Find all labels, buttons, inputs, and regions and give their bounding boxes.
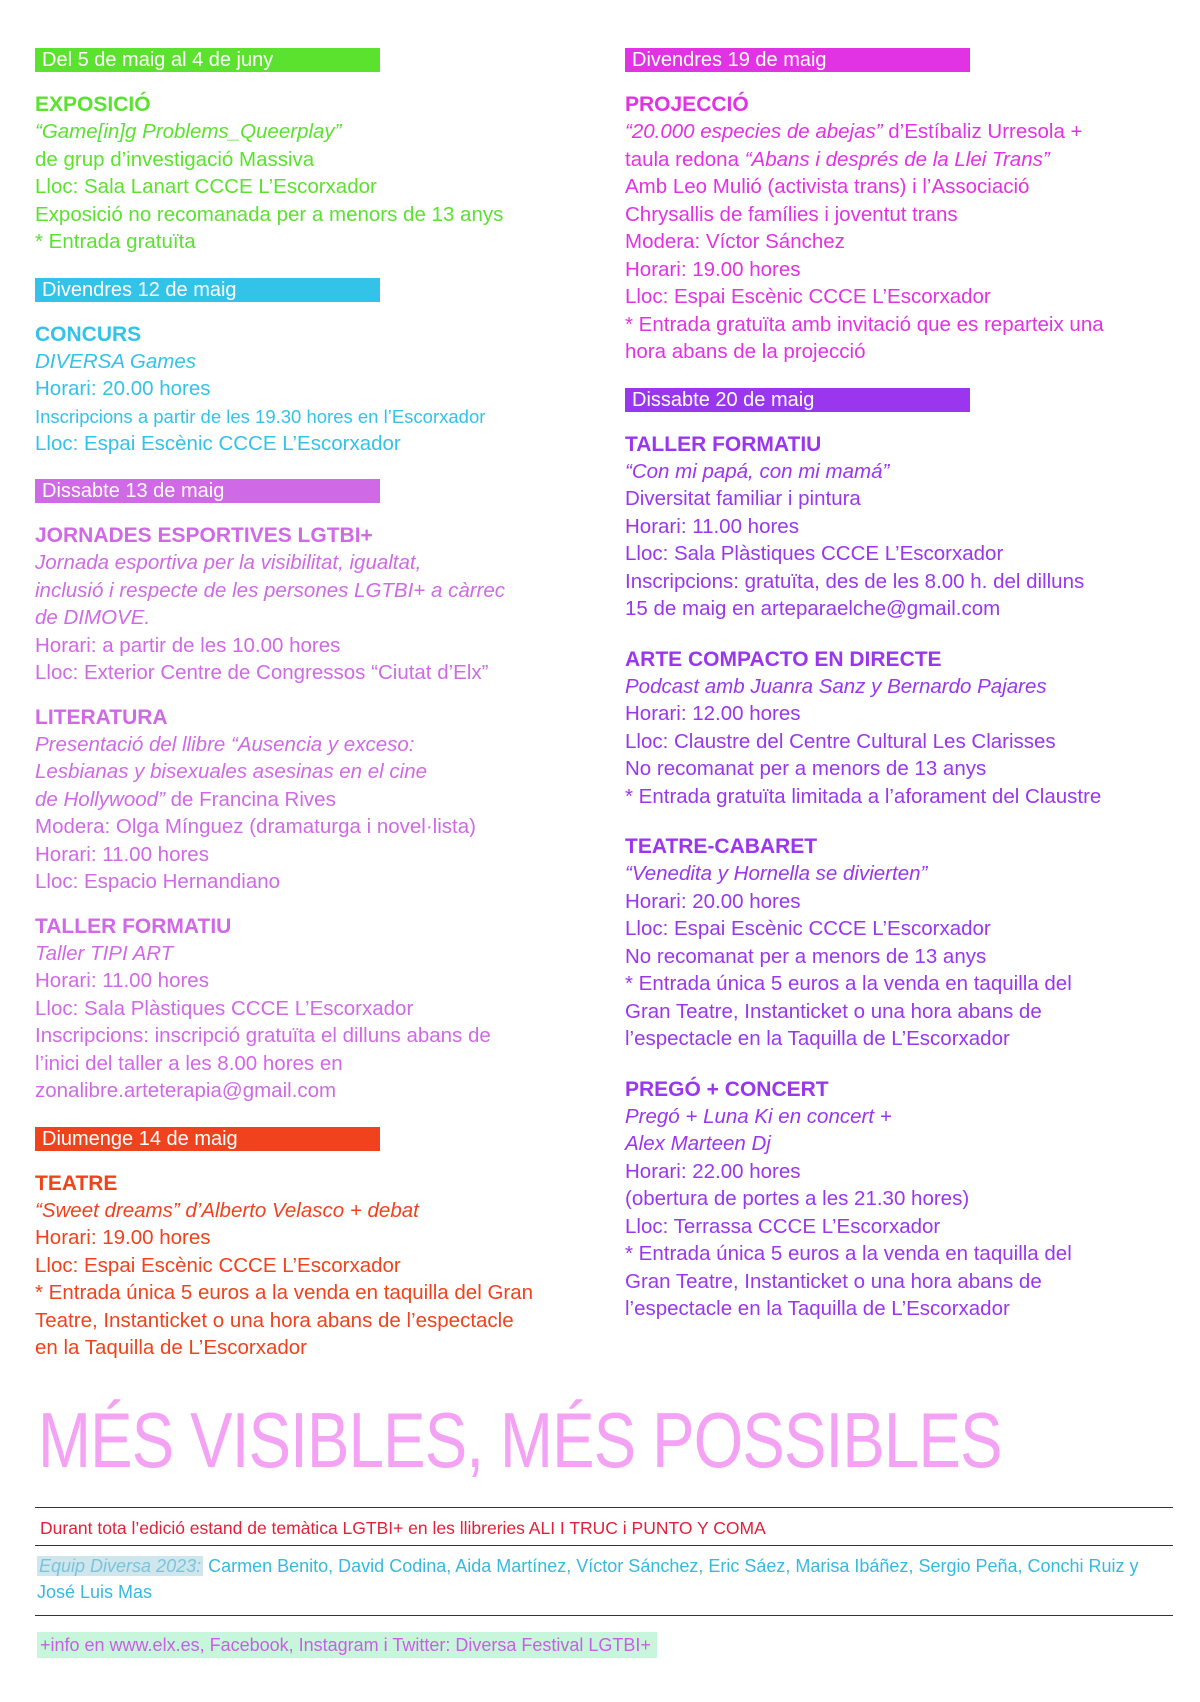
divider-line xyxy=(35,1615,1173,1616)
section-concurs xyxy=(35,278,585,458)
event-taller-familiar xyxy=(625,431,1180,623)
event-taller-tipi xyxy=(35,913,585,1105)
date-bar: Del 5 de maig al 4 de juny xyxy=(35,48,380,72)
event-subtitle xyxy=(625,146,1180,174)
event-time: Horari: a partir de les 10.00 hores xyxy=(35,633,341,657)
left-column xyxy=(35,48,585,1384)
event-note: * Entrada única 5 euros a la venda en taquilla del xyxy=(625,972,1072,995)
event-location: Lloc: Terrassa CCCE L’Escorxador xyxy=(625,1214,941,1238)
event-location: Lloc: Claustre del Centre Cultural Les Clarisses xyxy=(625,729,1056,753)
event-teatre xyxy=(35,1170,585,1362)
event-time: Horari: 19.00 hores xyxy=(35,1226,211,1249)
event-title: LITERATURA xyxy=(35,705,168,729)
event-line: l’inici del taller a les 8.00 hores en xyxy=(35,1051,343,1075)
event-subtitle xyxy=(625,118,1180,146)
event-teatre-cabaret xyxy=(625,833,1180,1053)
event-subtitle: de DIMOVE. xyxy=(35,606,151,629)
section-diumenge-14 xyxy=(35,1127,585,1362)
book-author: de Francina Rives xyxy=(164,787,336,811)
roundtable-label: taula redona xyxy=(625,147,745,171)
event-concurs xyxy=(35,321,585,458)
event-line: Amb Leo Mulió (activista trans) i l’Associació xyxy=(625,175,1030,198)
date-bar: Diumenge 14 de maig xyxy=(35,1127,380,1151)
event-subtitle: Presentació del llibre “Ausencia y exceso: xyxy=(35,732,415,756)
film-title: “20.000 especies de abejas” xyxy=(625,120,883,143)
event-email: zonalibre.arteterapia@gmail.com xyxy=(35,1079,337,1102)
event-jornades xyxy=(35,522,585,687)
event-subtitle: Pregó + Luna Ki en concert + xyxy=(625,1104,892,1128)
date-bar: Divendres 12 de maig xyxy=(35,278,380,302)
slogan-headline: MÉS VISIBLES, MÉS POSSIBLES xyxy=(38,1396,1002,1484)
event-location: Lloc: Espai Escènic CCCE L’Escorxador xyxy=(625,917,991,940)
event-subtitle: “Venedita y Hornella se divierten” xyxy=(625,862,928,885)
event-time: Horari: 12.00 hores xyxy=(625,702,801,725)
date-bar: Dissabte 13 de maig xyxy=(35,479,380,503)
event-line: No recomanat per a menors de 13 anys xyxy=(625,944,987,968)
event-subtitle: “Con mi papá, con mi mamá” xyxy=(625,459,890,483)
event-time: Horari: 11.00 hores xyxy=(35,969,209,992)
section-dissabte-20 xyxy=(625,388,1180,1323)
date-bar: Divendres 19 de maig xyxy=(625,48,970,72)
event-time: Horari: 11.00 hores xyxy=(35,842,209,866)
event-title: EXPOSICIÓ xyxy=(35,93,151,116)
event-moderator: Modera: Olga Mínguez (dramaturga i novel·lista) xyxy=(35,815,476,838)
event-note: * Entrada gratuïta amb invitació que es reparteix una xyxy=(625,312,1104,336)
event-line: No recomanat per a menors de 13 anys xyxy=(625,757,987,780)
event-line: Diversitat familiar i pintura xyxy=(625,487,861,510)
event-arte-compacto xyxy=(625,646,1180,811)
event-note: * Entrada única 5 euros a la venda en taquilla del xyxy=(625,1242,1072,1265)
event-time: Horari: 20.00 hores xyxy=(625,889,801,913)
event-title: PROJECCIÓ xyxy=(625,93,749,116)
event-line: Inscripcions: inscripció gratuïta el dilluns abans de xyxy=(35,1024,491,1047)
event-note: Gran Teatre, Instanticket o una hora abans de xyxy=(625,999,1042,1023)
right-column xyxy=(625,48,1180,1345)
event-subtitle: inclusió i respecte de les persones LGTBI+ a càrrec xyxy=(35,578,506,602)
event-projeccio xyxy=(625,91,1180,366)
footer-info-link[interactable]: +info en www.elx.es, Facebook, Instagram i Twitter: Diversa Festival LGTBI+ xyxy=(37,1632,657,1658)
team-members: Carmen Benito, David Codina, Aida Martínez, Víctor Sánchez, Eric Sáez, Marisa Ibáñez, Sergio Peña, Conchi Ruiz y José Luis Mas xyxy=(37,1556,1139,1602)
event-location: Lloc: Espacio Hernandiano xyxy=(35,870,281,893)
event-title: PREGÓ + CONCERT xyxy=(625,1077,829,1101)
section-dissabte-13 xyxy=(35,479,585,1105)
event-moderator: Modera: Víctor Sánchez xyxy=(625,230,845,253)
event-note: l’espectacle en la Taquilla de L’Escorxador xyxy=(625,1027,1010,1050)
film-director: d’Estíbaliz Urresola + xyxy=(882,120,1083,143)
event-prego-concert xyxy=(625,1076,1180,1323)
divider-line xyxy=(35,1545,1173,1546)
date-bar: Dissabte 20 de maig xyxy=(625,388,970,412)
section-expo xyxy=(35,48,585,256)
event-note: l’espectacle en la Taquilla de L’Escorxador xyxy=(625,1297,1010,1320)
event-subtitle: “Game[in]g Problems_Queerplay” xyxy=(35,120,342,143)
event-line: Inscripcions: gratuïta, des de les 8.00 h. del dilluns xyxy=(625,569,1085,593)
event-location: Lloc: Sala Plàstiques CCCE L’Escorxador xyxy=(625,542,1004,565)
event-subtitle xyxy=(35,786,585,814)
event-title: TALLER FORMATIU xyxy=(35,914,232,938)
event-subtitle: Taller TIPI ART xyxy=(35,941,174,965)
event-time: Horari: 20.00 hores xyxy=(35,377,211,400)
roundtable-title: “Abans i després de la Llei Trans” xyxy=(744,147,1050,171)
event-location: Lloc: Exterior Centre de Congressos “Ciutat d’Elx” xyxy=(35,661,489,684)
section-divendres-19 xyxy=(625,48,1180,366)
event-note: en la Taquilla de L’Escorxador xyxy=(35,1336,307,1359)
footer-stand-note: Durant tota l’edició estand de temàtica LGTBI+ en les llibreries ALI I TRUC i PUNTO Y COMA xyxy=(40,1518,766,1538)
event-exposicio xyxy=(35,91,585,256)
event-title: ARTE COMPACTO EN DIRECTE xyxy=(625,647,942,671)
event-location: Lloc: Espai Escènic CCCE L’Escorxador xyxy=(35,1253,401,1277)
footer-team xyxy=(37,1553,1177,1605)
event-line: Chrysallis de famílies i joventut trans xyxy=(625,202,958,226)
event-note: * Entrada gratuïta xyxy=(35,230,196,253)
event-location: Lloc: Espai Escènic CCCE L’Escorxador xyxy=(35,431,401,455)
event-title: CONCURS xyxy=(35,322,142,346)
event-literatura xyxy=(35,704,585,896)
team-label: Equip Diversa 2023: xyxy=(39,1556,202,1576)
event-line: Exposició no recomanada per a menors de 13 anys xyxy=(35,202,504,226)
event-title: TALLER FORMATIU xyxy=(625,432,822,456)
event-line: Inscripcions a partir de les 19.30 hores en l’Escorxador xyxy=(35,405,486,427)
event-time: Horari: 19.00 hores xyxy=(625,257,801,281)
book-title-end: de Hollywood” xyxy=(35,787,165,811)
event-line: (obertura de portes a les 21.30 hores) xyxy=(625,1187,970,1210)
event-subtitle: “Sweet dreams” d’Alberto Velasco + debat xyxy=(35,1198,419,1222)
event-note: Teatre, Instanticket o una hora abans de l’espectacle xyxy=(35,1308,514,1332)
divider-line xyxy=(35,1507,1173,1508)
event-subtitle: Lesbianas y bisexuales asesinas en el cine xyxy=(35,760,428,783)
event-location: Lloc: Espai Escènic CCCE L’Escorxador xyxy=(625,285,991,308)
event-note: * Entrada gratuïta limitada a l’aforament del Claustre xyxy=(625,784,1102,808)
event-title: JORNADES ESPORTIVES LGTBI+ xyxy=(35,524,373,547)
event-subtitle: Jornada esportiva per la visibilitat, igualtat, xyxy=(35,551,422,574)
event-subtitle: Podcast amb Juanra Sanz y Bernardo Pajares xyxy=(625,674,1047,698)
event-location: Lloc: Sala Lanart CCCE L’Escorxador xyxy=(35,175,377,198)
event-note: * Entrada única 5 euros a la venda en taquilla del Gran xyxy=(35,1281,534,1304)
event-line: de grup d’investigació Massiva xyxy=(35,147,315,171)
event-email: 15 de maig en arteparaelche@gmail.com xyxy=(625,597,1001,620)
event-note: Gran Teatre, Instanticket o una hora abans de xyxy=(625,1269,1042,1293)
event-location: Lloc: Sala Plàstiques CCCE L’Escorxador xyxy=(35,996,414,1020)
event-title: TEATRE xyxy=(35,1171,118,1195)
event-title: TEATRE-CABARET xyxy=(625,835,818,858)
event-subtitle: Alex Marteen Dj xyxy=(625,1132,771,1155)
event-note: hora abans de la projecció xyxy=(625,340,866,363)
event-subtitle: DIVERSA Games xyxy=(35,349,197,373)
event-time: Horari: 11.00 hores xyxy=(625,514,799,538)
event-time: Horari: 22.00 hores xyxy=(625,1159,801,1183)
